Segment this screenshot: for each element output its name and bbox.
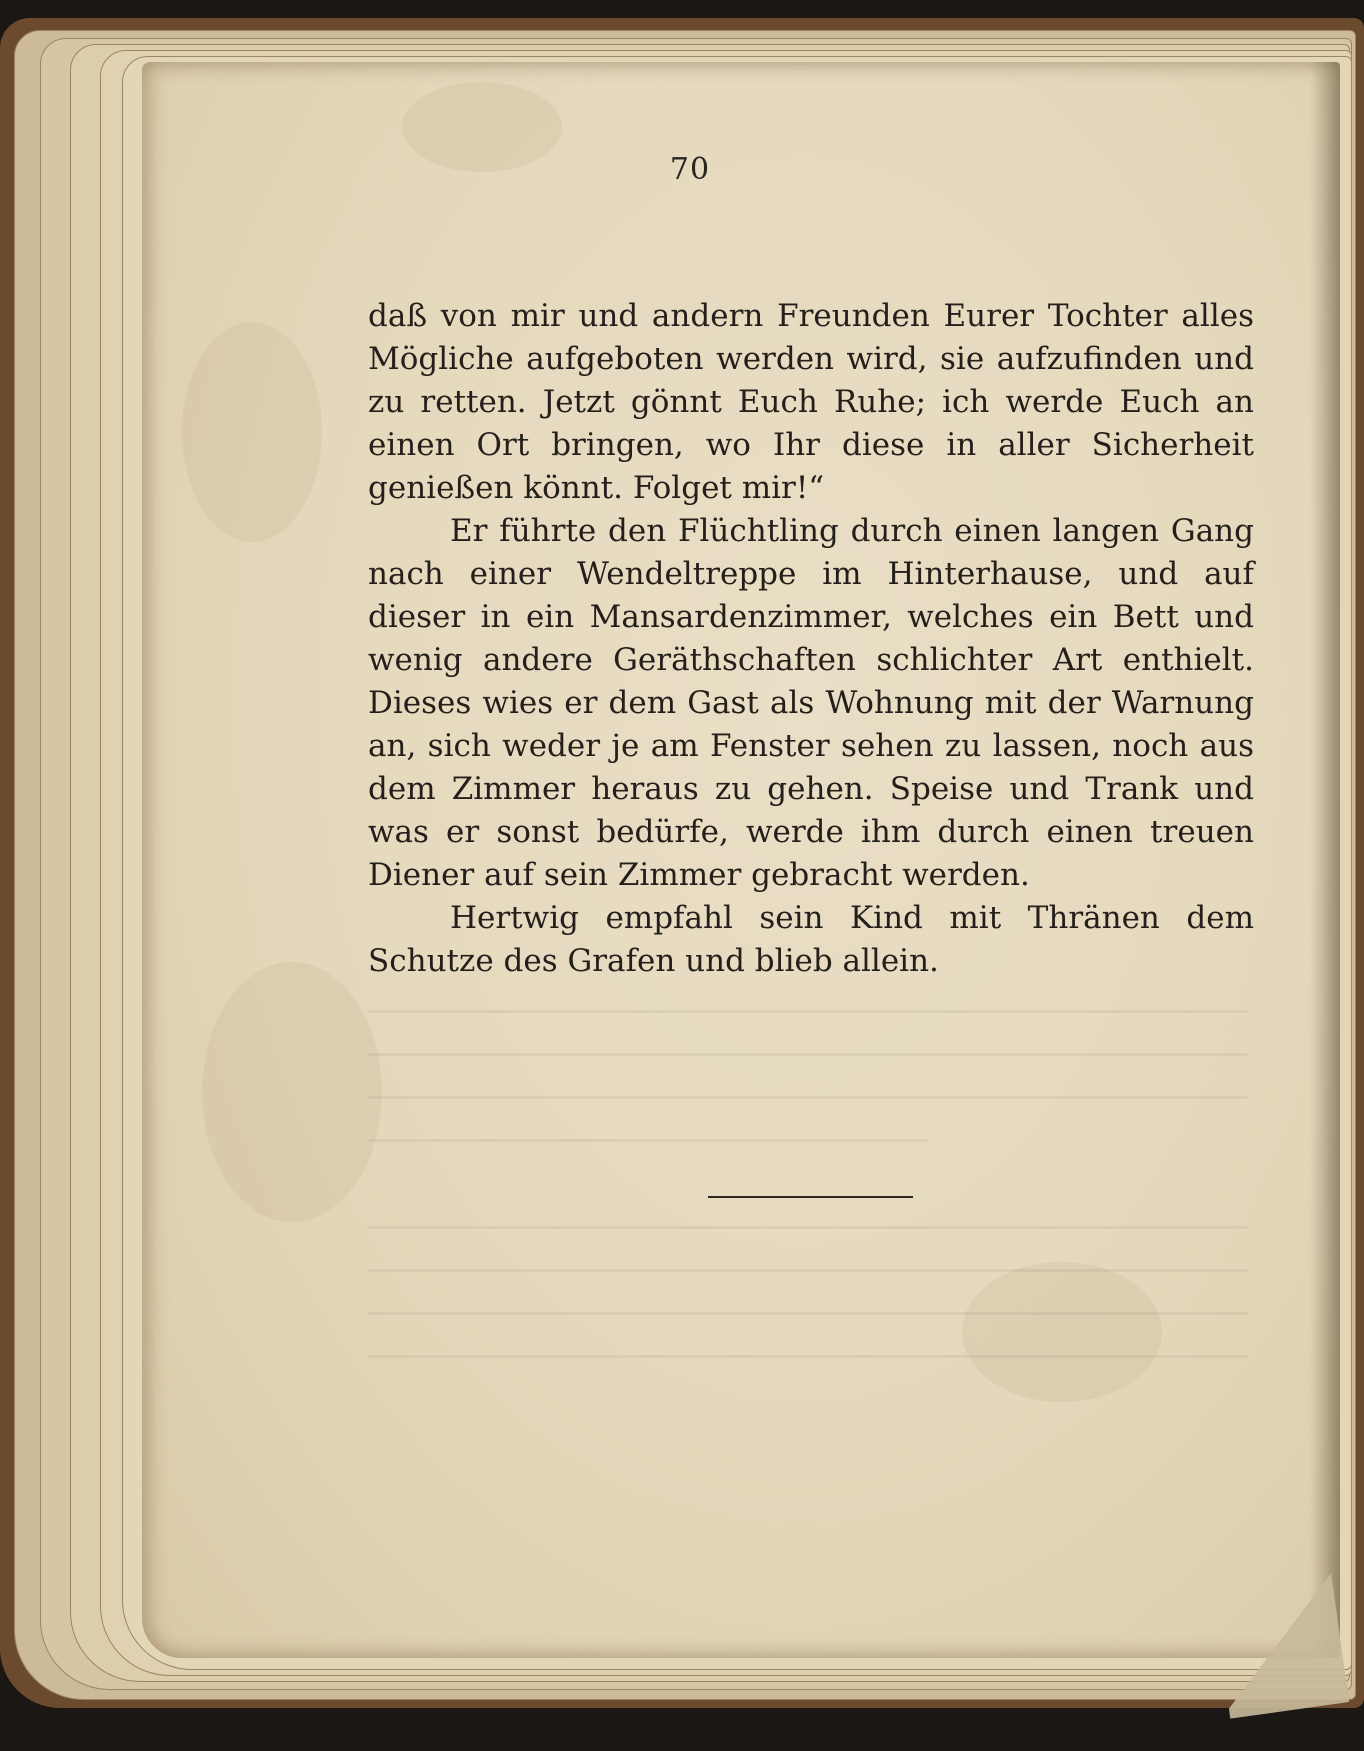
- page-number: 70: [669, 152, 711, 187]
- bleed-through-line: [368, 1355, 1248, 1358]
- gutter-shadow: [1310, 62, 1340, 1658]
- bleed-through-line: [368, 1269, 1248, 1272]
- paper-stain: [202, 962, 382, 1222]
- bleed-through-line: [368, 1010, 1248, 1013]
- chapter-end-rule: [708, 1196, 913, 1198]
- paragraph: daß von mir und andern Freunden Eurer Tochter alles Mögliche aufgeboten werden wird, sie aufzufinden und zu retten. Jetzt gönnt Euch Ruhe; ich werde Euch an einen Ort bringen, wo Ihr diese in aller Sicherheit genießen könnt. Folget mir!“: [368, 298, 1254, 506]
- paragraph: Hertwig empfahl sein Kind mit Thränen dem Schutze des Grafen und blieb allein.: [368, 900, 1254, 979]
- page-corner-curl: [1211, 1563, 1349, 1718]
- bleed-through-line: [368, 1226, 1248, 1229]
- bleed-through-line: [368, 1053, 1248, 1056]
- bleed-through-line: [368, 1139, 928, 1142]
- paper-stain: [182, 322, 322, 542]
- bleed-through-line: [368, 1312, 1248, 1315]
- body-text: [368, 295, 1254, 983]
- paragraph: Er führte den Flüchtling durch einen langen Gang nach einer Wendeltreppe im Hinterhause, und auf dieser in ein Mansardenzimmer, welches ein Bett und wenig andere Geräthschaften schlichter Art enthielt. Dieses wies er dem Gast als Wohnung mit der Warnung an, sich weder je am Fenster sehen zu lassen, noch aus dem Zimmer heraus zu gehen. Speise und Trank und was er sonst bedürfe, werde ihm durch einen treuen Diener auf sein Zimmer gebracht werden.: [368, 513, 1254, 893]
- bleed-through-line: [368, 1096, 1248, 1099]
- paper-stain: [962, 1262, 1162, 1402]
